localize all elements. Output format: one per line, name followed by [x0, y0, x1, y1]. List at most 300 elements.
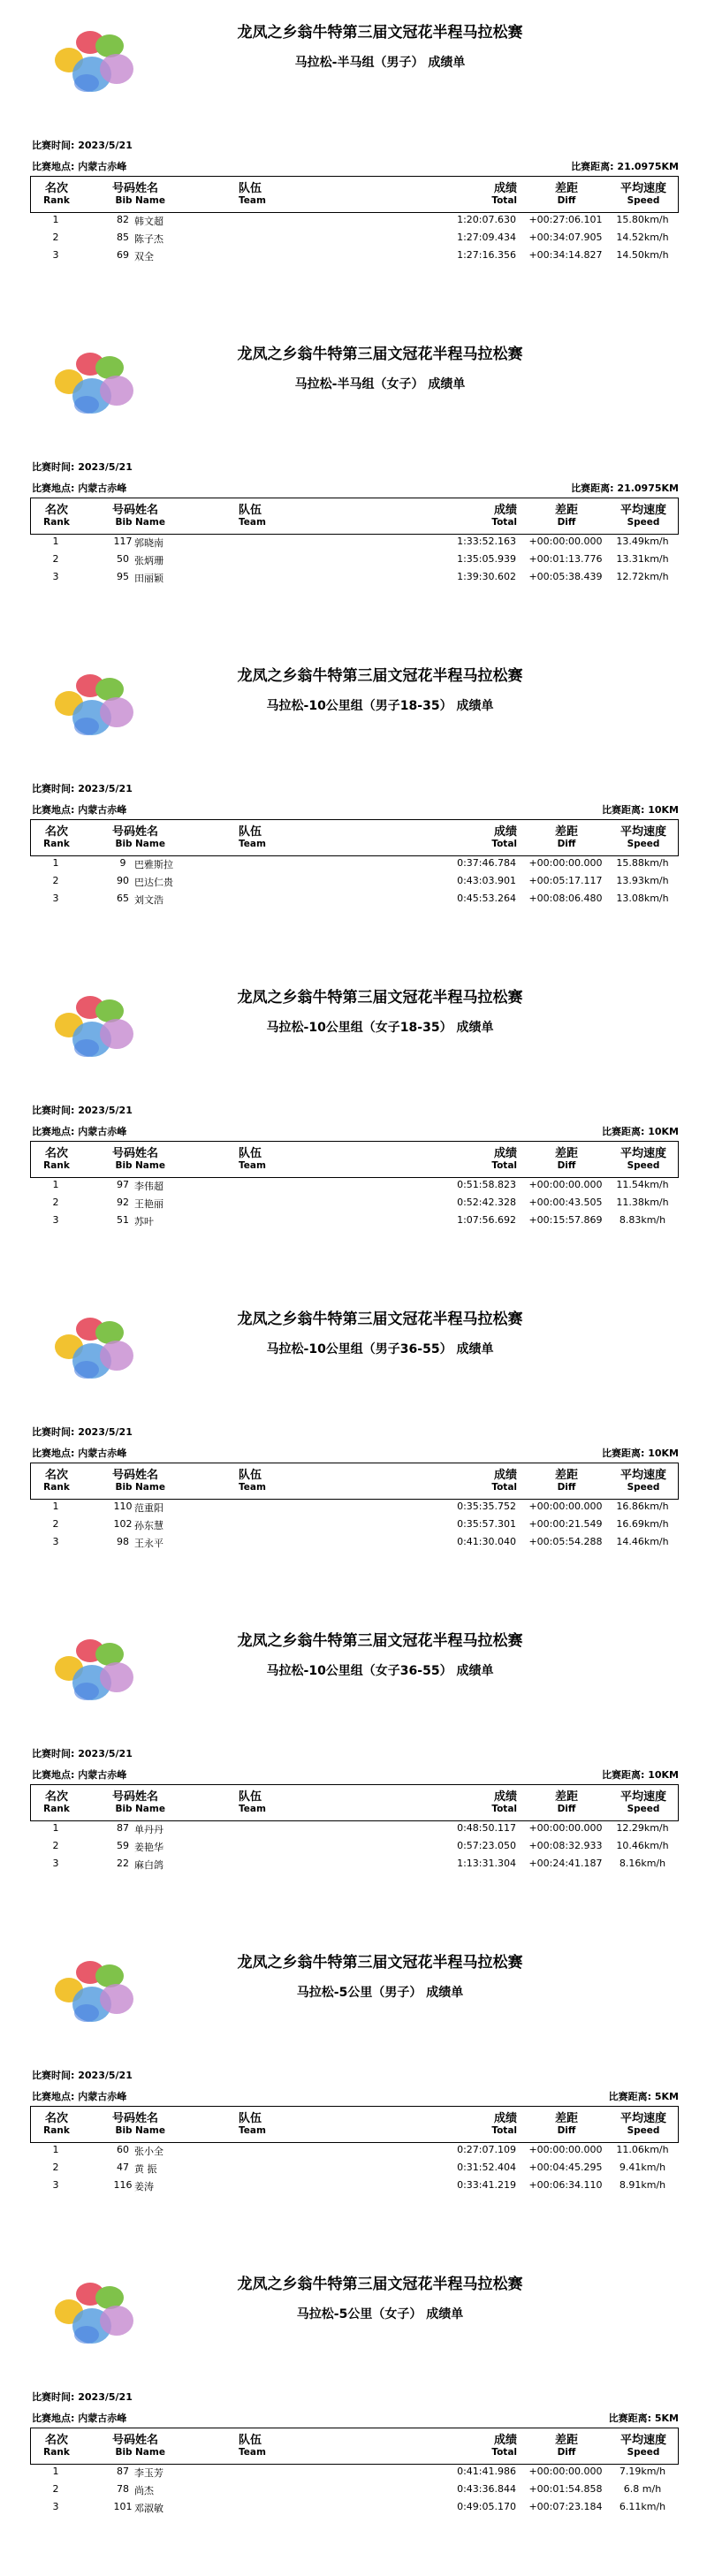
- table-header: [30, 1784, 679, 1821]
- table-header: [30, 819, 679, 856]
- race-distance: [571, 159, 679, 173]
- cell-speed: 10.46km/h: [616, 1840, 669, 1851]
- col-name-cn: 姓名: [135, 504, 159, 517]
- results-table: [30, 1463, 679, 1554]
- cell-speed: 12.72km/h: [616, 571, 669, 582]
- cell-rank: 1: [52, 1501, 59, 1512]
- race-place: [32, 802, 126, 817]
- col-total-cn: 成绩: [493, 2112, 517, 2125]
- col-diff-en: Diff: [557, 2447, 576, 2458]
- race-place-value: 内蒙古赤峰: [78, 804, 127, 816]
- col-team-cn: 队伍: [239, 1469, 262, 1482]
- cell-bib: 47: [117, 2162, 129, 2173]
- cell-bib: 98: [117, 1536, 129, 1547]
- cell-total: 1:27:09.434: [457, 232, 516, 243]
- cell-speed: 11.06km/h: [616, 2144, 669, 2155]
- cell-total: 0:35:57.301: [457, 1518, 516, 1530]
- cell-name: 刘文浩: [134, 894, 163, 906]
- table-row: [30, 1840, 679, 1858]
- cell-rank: 3: [52, 1858, 59, 1869]
- results-table: [30, 819, 679, 910]
- col-rank-cn: 名次: [44, 1147, 68, 1160]
- race-place: [32, 2089, 126, 2103]
- cell-rank: 3: [52, 249, 59, 261]
- race-date-value: 2023/5/21: [78, 461, 133, 473]
- cell-bib: 65: [117, 893, 129, 904]
- race-distance: [602, 802, 679, 817]
- col-name-en: Name: [135, 1160, 165, 1171]
- cell-speed: 14.50km/h: [616, 249, 669, 261]
- col-name-cn: 姓名: [135, 825, 159, 839]
- race-place-label: 比赛地点:: [32, 161, 75, 172]
- race-distance-value: 10KM: [648, 1126, 679, 1137]
- col-speed-cn: 平均速度: [620, 1147, 666, 1160]
- cell-total: 0:35:35.752: [457, 1501, 516, 1512]
- race-place-value: 内蒙古赤峰: [78, 1769, 127, 1781]
- results-table: [30, 2428, 679, 2519]
- cell-diff: +00:01:54.858: [528, 2483, 603, 2495]
- race-place-value: 内蒙古赤峰: [78, 483, 127, 494]
- col-total-cn: 成绩: [493, 1790, 517, 1804]
- race-place-label: 比赛地点:: [32, 804, 75, 816]
- cell-bib: 110: [113, 1501, 133, 1512]
- col-name-en: Name: [135, 195, 165, 206]
- race-date-label: 比赛时间:: [32, 2391, 75, 2403]
- table-row: [30, 1518, 679, 1536]
- col-speed-cn: 平均速度: [620, 825, 666, 839]
- col-team-cn: 队伍: [239, 182, 262, 195]
- race-date: [32, 2068, 133, 2082]
- cell-name: 单丹丹: [134, 1824, 163, 1835]
- cell-name: 邓淑敏: [134, 2503, 163, 2514]
- cell-name: 郭晓南: [134, 537, 163, 549]
- col-rank-en: Rank: [43, 2447, 70, 2458]
- col-name-en: Name: [135, 1482, 165, 1493]
- cell-speed: 6.11km/h: [619, 2501, 666, 2512]
- results-table: [30, 176, 679, 267]
- cell-bib: 50: [117, 553, 129, 565]
- cell-rank: 3: [52, 2501, 59, 2512]
- cell-diff: +00:00:00.000: [528, 857, 603, 869]
- cell-diff: +00:00:21.549: [528, 1518, 603, 1530]
- col-speed-cn: 平均速度: [620, 182, 666, 195]
- col-team-cn: 队伍: [239, 2434, 262, 2447]
- cell-rank: 3: [52, 893, 59, 904]
- cell-rank: 2: [52, 2162, 59, 2173]
- race-distance-label: 比赛距离:: [601, 804, 645, 816]
- results-table: [30, 2106, 679, 2197]
- cell-bib: 87: [117, 1822, 129, 1834]
- cell-bib: 92: [117, 1197, 129, 1208]
- cell-name: 双全: [134, 251, 154, 262]
- table-body: [30, 1822, 679, 1875]
- col-name-cn: 姓名: [135, 182, 159, 195]
- race-date-value: 2023/5/21: [78, 140, 133, 151]
- col-bib-cn: 号码: [111, 504, 135, 517]
- table-body: [30, 2144, 679, 2197]
- cell-bib: 22: [117, 1858, 129, 1869]
- col-total-cn: 成绩: [493, 182, 517, 195]
- col-total-cn: 成绩: [493, 1469, 517, 1482]
- col-name-en: Name: [135, 2125, 165, 2136]
- col-diff-en: Diff: [557, 2125, 576, 2136]
- cell-name: 张小全: [134, 2146, 163, 2157]
- cell-diff: +00:05:38.439: [528, 571, 603, 582]
- results-table: [30, 1784, 679, 1875]
- cell-diff: +00:00:00.000: [528, 536, 603, 547]
- table-body: [30, 1501, 679, 1554]
- table-row: [30, 536, 679, 553]
- table-row: [30, 1214, 679, 1232]
- cell-name: 麻白鸽: [134, 1859, 163, 1871]
- table-header: [30, 1141, 679, 1178]
- race-distance-value: 5KM: [654, 2091, 679, 2102]
- cell-speed: 14.46km/h: [616, 1536, 669, 1547]
- col-speed-en: Speed: [627, 517, 660, 528]
- cell-bib: 116: [113, 2179, 133, 2191]
- col-team-en: Team: [239, 1804, 266, 1814]
- col-name-cn: 姓名: [135, 1790, 159, 1804]
- race-distance: [602, 1767, 679, 1782]
- cell-diff: +00:00:00.000: [528, 1179, 603, 1190]
- result-sheet: [0, 965, 707, 1287]
- race-date-label: 比赛时间:: [32, 2070, 75, 2081]
- race-distance-label: 比赛距离:: [608, 2413, 652, 2424]
- col-rank-cn: 名次: [44, 1469, 68, 1482]
- col-bib-en: Bib: [115, 839, 133, 849]
- col-total-en: Total: [491, 1160, 517, 1171]
- col-total-en: Total: [491, 1482, 517, 1493]
- cell-speed: 15.80km/h: [616, 214, 669, 225]
- col-total-cn: 成绩: [493, 825, 517, 839]
- race-place-value: 内蒙古赤峰: [78, 1126, 127, 1137]
- cell-diff: +00:01:13.776: [528, 553, 603, 565]
- table-row: [30, 571, 679, 589]
- race-place: [32, 481, 126, 495]
- event-title: 龙凤之乡翁牛特第三届文冠花半程马拉松赛: [237, 989, 523, 1007]
- race-place-label: 比赛地点:: [32, 2091, 75, 2102]
- cell-speed: 13.31km/h: [616, 553, 669, 565]
- cell-diff: +00:00:00.000: [528, 1822, 603, 1834]
- col-bib-cn: 号码: [111, 1790, 135, 1804]
- cell-rank: 2: [52, 232, 59, 243]
- col-team-en: Team: [239, 1160, 266, 1171]
- col-rank-cn: 名次: [44, 825, 68, 839]
- race-distance-value: 10KM: [648, 1769, 679, 1781]
- col-name-cn: 姓名: [135, 1147, 159, 1160]
- result-sheet: [0, 2252, 707, 2573]
- sheet-subtitle: 马拉松-5公里（女子） 成绩单: [296, 2307, 464, 2321]
- col-rank-en: Rank: [43, 1804, 70, 1814]
- cell-speed: 13.08km/h: [616, 893, 669, 904]
- cell-speed: 9.41km/h: [619, 2162, 666, 2173]
- table-row: [30, 1536, 679, 1554]
- race-date-label: 比赛时间:: [32, 783, 75, 794]
- col-name-cn: 姓名: [135, 2434, 159, 2447]
- result-sheet: [0, 322, 707, 643]
- col-speed-en: Speed: [627, 839, 660, 849]
- table-row: [30, 214, 679, 232]
- table-body: [30, 1179, 679, 1232]
- cell-total: 0:27:07.109: [457, 2144, 516, 2155]
- event-title: 龙凤之乡翁牛特第三届文冠花半程马拉松赛: [237, 1954, 523, 1972]
- col-speed-cn: 平均速度: [620, 2434, 666, 2447]
- race-distance-label: 比赛距离:: [571, 161, 614, 172]
- col-total-en: Total: [491, 1804, 517, 1814]
- col-diff-cn: 差距: [554, 1147, 578, 1160]
- col-team-en: Team: [239, 839, 266, 849]
- col-rank-cn: 名次: [44, 2434, 68, 2447]
- cell-total: 0:52:42.328: [457, 1197, 516, 1208]
- cell-name: 李伟超: [134, 1181, 163, 1192]
- cell-bib: 102: [113, 1518, 133, 1530]
- sheet-subtitle: 马拉松-10公里组（男子18-35） 成绩单: [266, 699, 494, 713]
- col-speed-en: Speed: [627, 1804, 660, 1814]
- col-bib-cn: 号码: [111, 825, 135, 839]
- cell-total: 1:13:31.304: [457, 1858, 516, 1869]
- cell-speed: 14.52km/h: [616, 232, 669, 243]
- results-table: [30, 498, 679, 589]
- cell-total: 0:33:41.219: [457, 2179, 516, 2191]
- event-title: 龙凤之乡翁牛特第三届文冠花半程马拉松赛: [237, 1632, 523, 1650]
- cell-diff: +00:05:17.117: [528, 875, 603, 886]
- col-team-en: Team: [239, 195, 266, 206]
- cell-speed: 8.91km/h: [619, 2179, 666, 2191]
- col-diff-cn: 差距: [554, 825, 578, 839]
- cell-name: 陈子杰: [134, 233, 163, 245]
- cell-name: 韩文超: [134, 216, 163, 227]
- table-body: [30, 2466, 679, 2519]
- cell-name: 田丽颖: [134, 573, 163, 584]
- col-speed-en: Speed: [627, 2125, 660, 2136]
- col-team-en: Team: [239, 2125, 266, 2136]
- cell-name: 姜涛: [134, 2181, 154, 2192]
- cell-total: 1:39:30.602: [457, 571, 516, 582]
- race-date-value: 2023/5/21: [78, 783, 133, 794]
- race-place-label: 比赛地点:: [32, 483, 75, 494]
- sheet-subtitle: 马拉松-半马组（女子） 成绩单: [294, 377, 466, 391]
- cell-rank: 2: [52, 553, 59, 565]
- cell-total: 0:57:23.050: [457, 1840, 516, 1851]
- race-date-label: 比赛时间:: [32, 1105, 75, 1116]
- cell-total: 0:43:03.901: [457, 875, 516, 886]
- race-date: [32, 1103, 133, 1117]
- col-diff-en: Diff: [557, 517, 576, 528]
- race-distance-label: 比赛距离:: [601, 1769, 645, 1781]
- col-total-en: Total: [491, 517, 517, 528]
- result-sheet: [0, 1930, 707, 2252]
- race-date-value: 2023/5/21: [78, 2391, 133, 2403]
- col-bib-cn: 号码: [111, 2434, 135, 2447]
- col-speed-en: Speed: [627, 1160, 660, 1171]
- col-total-cn: 成绩: [493, 2434, 517, 2447]
- col-total-en: Total: [491, 195, 517, 206]
- table-row: [30, 1197, 679, 1214]
- cell-name: 苏叶: [134, 1216, 154, 1227]
- sheet-subtitle: 马拉松-5公里（男子） 成绩单: [296, 1986, 464, 2000]
- table-row: [30, 893, 679, 910]
- cell-diff: +00:24:41.187: [528, 1858, 603, 1869]
- race-distance-label: 比赛距离:: [601, 1448, 645, 1459]
- cell-bib: 51: [117, 1214, 129, 1226]
- table-row: [30, 2501, 679, 2519]
- cell-rank: 1: [52, 1179, 59, 1190]
- race-place: [32, 1124, 126, 1138]
- col-rank-cn: 名次: [44, 1790, 68, 1804]
- cell-rank: 3: [52, 571, 59, 582]
- table-row: [30, 1501, 679, 1518]
- col-diff-cn: 差距: [554, 2434, 578, 2447]
- cell-diff: +00:34:14.827: [528, 249, 603, 261]
- event-title: 龙凤之乡翁牛特第三届文冠花半程马拉松赛: [237, 667, 523, 685]
- cell-total: 1:20:07.630: [457, 214, 516, 225]
- col-diff-en: Diff: [557, 195, 576, 206]
- cell-name: 张炳珊: [134, 555, 163, 566]
- race-distance-label: 比赛距离:: [571, 483, 614, 494]
- race-date-label: 比赛时间:: [32, 1426, 75, 1438]
- event-title: 龙凤之乡翁牛特第三届文冠花半程马拉松赛: [237, 2276, 523, 2293]
- cell-speed: 16.86km/h: [616, 1501, 669, 1512]
- race-place-value: 内蒙古赤峰: [78, 2091, 127, 2102]
- col-rank-cn: 名次: [44, 504, 68, 517]
- race-place-label: 比赛地点:: [32, 1769, 75, 1781]
- race-date: [32, 781, 133, 795]
- race-place-value: 内蒙古赤峰: [78, 1448, 127, 1459]
- col-speed-cn: 平均速度: [620, 2112, 666, 2125]
- cell-name: 李玉芳: [134, 2467, 163, 2479]
- cell-diff: +00:07:23.184: [528, 2501, 603, 2512]
- cell-bib: 97: [117, 1179, 129, 1190]
- table-header: [30, 2106, 679, 2143]
- col-diff-cn: 差距: [554, 1790, 578, 1804]
- cell-name: 黄 振: [134, 2163, 157, 2175]
- table-row: [30, 875, 679, 893]
- sheet-subtitle: 马拉松-半马组（男子） 成绩单: [294, 56, 466, 70]
- cell-bib: 69: [117, 249, 129, 261]
- cell-diff: +00:00:43.505: [528, 1197, 603, 1208]
- cell-total: 0:48:50.117: [457, 1822, 516, 1834]
- col-bib-en: Bib: [115, 1804, 133, 1814]
- cell-name: 王永平: [134, 1538, 163, 1549]
- col-total-cn: 成绩: [493, 1147, 517, 1160]
- col-total-cn: 成绩: [493, 504, 517, 517]
- sheet-subtitle: 马拉松-10公里组（女子18-35） 成绩单: [266, 1021, 494, 1035]
- table-row: [30, 249, 679, 267]
- col-bib-en: Bib: [115, 195, 133, 206]
- cell-rank: 2: [52, 875, 59, 886]
- col-rank-en: Rank: [43, 2125, 70, 2136]
- race-place-value: 内蒙古赤峰: [78, 2413, 127, 2424]
- cell-diff: +00:08:32.933: [528, 1840, 603, 1851]
- col-team-cn: 队伍: [239, 504, 262, 517]
- cell-bib: 101: [113, 2501, 133, 2512]
- sheet-subtitle: 马拉松-10公里组（男子36-55） 成绩单: [266, 1342, 494, 1356]
- race-place: [32, 1767, 126, 1782]
- race-distance: [609, 2089, 679, 2103]
- cell-total: 0:51:58.823: [457, 1179, 516, 1190]
- cell-rank: 1: [52, 1822, 59, 1834]
- race-place-label: 比赛地点:: [32, 1126, 75, 1137]
- col-bib-cn: 号码: [111, 182, 135, 195]
- table-row: [30, 857, 679, 875]
- cell-rank: 1: [52, 536, 59, 547]
- col-team-en: Team: [239, 2447, 266, 2458]
- race-date-value: 2023/5/21: [78, 1426, 133, 1438]
- cell-total: 0:41:41.986: [457, 2466, 516, 2477]
- cell-diff: +00:06:34.110: [528, 2179, 603, 2191]
- col-speed-cn: 平均速度: [620, 1469, 666, 1482]
- col-rank-en: Rank: [43, 1160, 70, 1171]
- cell-rank: 1: [52, 2144, 59, 2155]
- cell-total: 1:27:16.356: [457, 249, 516, 261]
- col-team-cn: 队伍: [239, 1790, 262, 1804]
- race-date: [32, 138, 133, 152]
- table-row: [30, 1179, 679, 1197]
- table-header: [30, 176, 679, 213]
- col-team-en: Team: [239, 1482, 266, 1493]
- cell-speed: 8.83km/h: [619, 1214, 666, 1226]
- race-place-value: 内蒙古赤峰: [78, 161, 127, 172]
- race-distance: [602, 1124, 679, 1138]
- race-distance-value: 10KM: [648, 1448, 679, 1459]
- col-team-en: Team: [239, 517, 266, 528]
- table-row: [30, 1858, 679, 1875]
- cell-speed: 8.16km/h: [619, 1858, 666, 1869]
- col-name-en: Name: [135, 1804, 165, 1814]
- cell-rank: 1: [52, 857, 59, 869]
- col-speed-en: Speed: [627, 1482, 660, 1493]
- table-body: [30, 214, 679, 267]
- race-distance-value: 21.0975KM: [617, 483, 679, 494]
- table-header: [30, 2428, 679, 2465]
- table-row: [30, 2466, 679, 2483]
- result-sheet: [0, 0, 707, 322]
- cell-bib: 82: [117, 214, 129, 225]
- race-date: [32, 1746, 133, 1760]
- cell-diff: +00:00:00.000: [528, 2466, 603, 2477]
- cell-speed: 11.54km/h: [616, 1179, 669, 1190]
- event-title: 龙凤之乡翁牛特第三届文冠花半程马拉松赛: [237, 24, 523, 42]
- cell-total: 0:37:46.784: [457, 857, 516, 869]
- table-row: [30, 2144, 679, 2162]
- cell-total: 0:45:53.264: [457, 893, 516, 904]
- cell-speed: 12.29km/h: [616, 1822, 669, 1834]
- col-diff-en: Diff: [557, 1804, 576, 1814]
- col-bib-cn: 号码: [111, 2112, 135, 2125]
- race-place-label: 比赛地点:: [32, 2413, 75, 2424]
- cell-bib: 117: [113, 536, 133, 547]
- cell-bib: 87: [117, 2466, 129, 2477]
- col-name-en: Name: [135, 2447, 165, 2458]
- table-row: [30, 232, 679, 249]
- col-rank-cn: 名次: [44, 2112, 68, 2125]
- result-sheet: [0, 1608, 707, 1930]
- race-distance-value: 5KM: [654, 2413, 679, 2424]
- col-bib-cn: 号码: [111, 1469, 135, 1482]
- col-diff-cn: 差距: [554, 504, 578, 517]
- col-total-en: Total: [491, 2125, 517, 2136]
- result-sheet: [0, 643, 707, 965]
- table-row: [30, 553, 679, 571]
- table-body: [30, 536, 679, 589]
- table-row: [30, 1822, 679, 1840]
- cell-diff: +00:00:00.000: [528, 1501, 603, 1512]
- race-date-value: 2023/5/21: [78, 1105, 133, 1116]
- cell-speed: 11.38km/h: [616, 1197, 669, 1208]
- cell-rank: 2: [52, 1518, 59, 1530]
- col-rank-en: Rank: [43, 1482, 70, 1493]
- col-diff-cn: 差距: [554, 2112, 578, 2125]
